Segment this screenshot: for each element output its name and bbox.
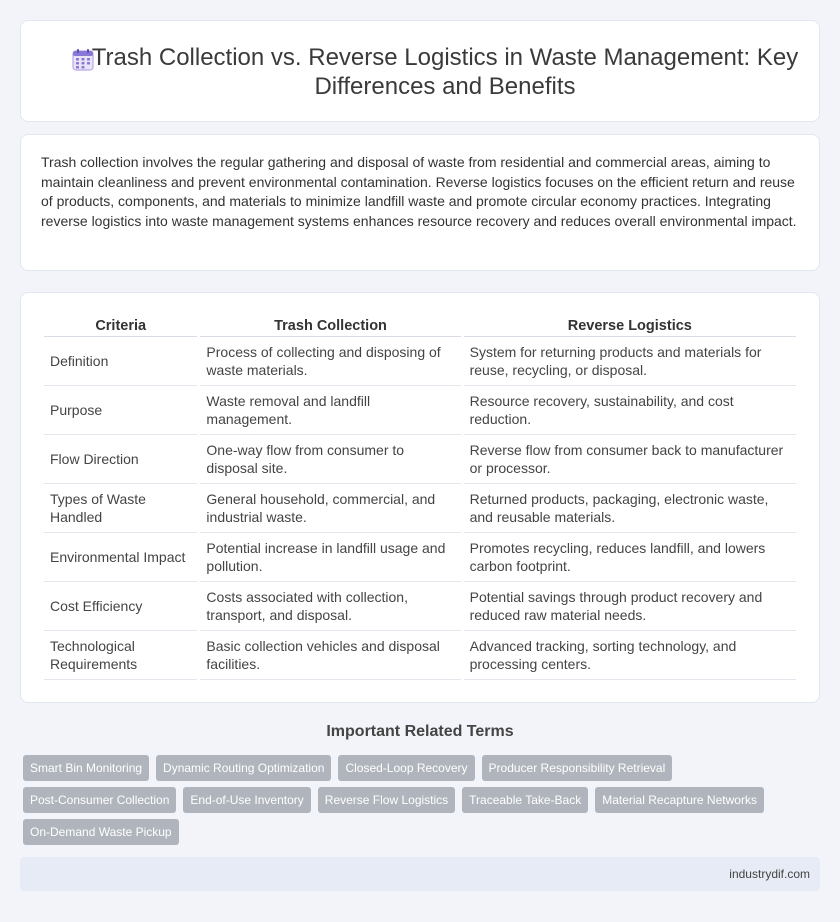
trash-collection-cell: Costs associated with collection, transport, and disposal. [200,582,460,631]
related-term-tag[interactable]: End-of-Use Inventory [183,787,310,813]
trash-collection-cell: Process of collecting and disposing of waste materials. [200,337,460,386]
related-terms-list [23,755,813,845]
related-term-tag[interactable]: Material Recapture Networks [595,787,764,813]
related-term-tag[interactable]: Reverse Flow Logistics [318,787,455,813]
reverse-logistics-cell: Potential savings through product recovery and reduced raw material needs. [464,582,796,631]
header-card [20,20,820,122]
column-header-criteria: Criteria [44,315,197,337]
related-term-tag[interactable]: Smart Bin Monitoring [23,755,149,781]
reverse-logistics-cell: Returned products, packaging, electronic waste, and reusable materials. [464,484,796,533]
table-row [44,484,796,533]
table-row [44,631,796,680]
table-row [44,337,796,386]
table-header-row [44,315,796,337]
related-term-tag[interactable]: Producer Responsibility Retrieval [482,755,673,781]
criteria-cell: Types of Waste Handled [44,484,197,533]
comparison-table [41,315,799,680]
criteria-cell: Cost Efficiency [44,582,197,631]
reverse-logistics-cell: Resource recovery, sustainability, and cost reduction. [464,386,796,435]
criteria-cell: Technological Requirements [44,631,197,680]
trash-collection-cell: Waste removal and landfill management. [200,386,460,435]
column-header-reverse-logistics: Reverse Logistics [464,315,796,337]
table-row [44,533,796,582]
intro-paragraph: Trash collection involves the regular gathering and disposal of waste from residential and commercial areas, aiming to maintain cleanliness and prevent environmental contamination. Reverse logistics focuses on the efficient return and reuse of products, components, and materials to minimize landfill waste and promote circular economy practices. Integrating reverse logistics into waste management systems enhances resource recovery and reduces overall environmental impact. [41,154,797,229]
footer [20,857,820,891]
reverse-logistics-cell: Promotes recycling, reduces landfill, and lowers carbon footprint. [464,533,796,582]
table-row [44,435,796,484]
reverse-logistics-cell: System for returning products and materials for reuse, recycling, or disposal. [464,337,796,386]
comparison-card [20,292,820,703]
criteria-cell: Environmental Impact [44,533,197,582]
reverse-logistics-cell: Advanced tracking, sorting technology, and processing centers. [464,631,796,680]
criteria-cell: Purpose [44,386,197,435]
related-term-tag[interactable]: On-Demand Waste Pickup [23,819,179,845]
criteria-cell: Flow Direction [44,435,197,484]
intro-card [20,134,820,271]
related-term-tag[interactable]: Post-Consumer Collection [23,787,176,813]
page-title: Trash Collection vs. Reverse Logistics in Waste Management: Key Differences and Benefits [91,44,799,100]
column-header-trash-collection: Trash Collection [200,315,460,337]
table-row [44,582,796,631]
related-term-tag[interactable]: Closed-Loop Recovery [338,755,474,781]
table-row [44,386,796,435]
related-terms-title: Important Related Terms [326,723,514,740]
trash-collection-cell: Basic collection vehicles and disposal facilities. [200,631,460,680]
trash-collection-cell: Potential increase in landfill usage and pollution. [200,533,460,582]
trash-collection-cell: General household, commercial, and industrial waste. [200,484,460,533]
trash-collection-cell: One-way flow from consumer to disposal site. [200,435,460,484]
criteria-cell: Definition [44,337,197,386]
footer-site-link[interactable]: industrydif.com [729,867,810,881]
related-term-tag[interactable]: Dynamic Routing Optimization [156,755,331,781]
reverse-logistics-cell: Reverse flow from consumer back to manufacturer or processor. [464,435,796,484]
related-term-tag[interactable]: Traceable Take-Back [462,787,588,813]
